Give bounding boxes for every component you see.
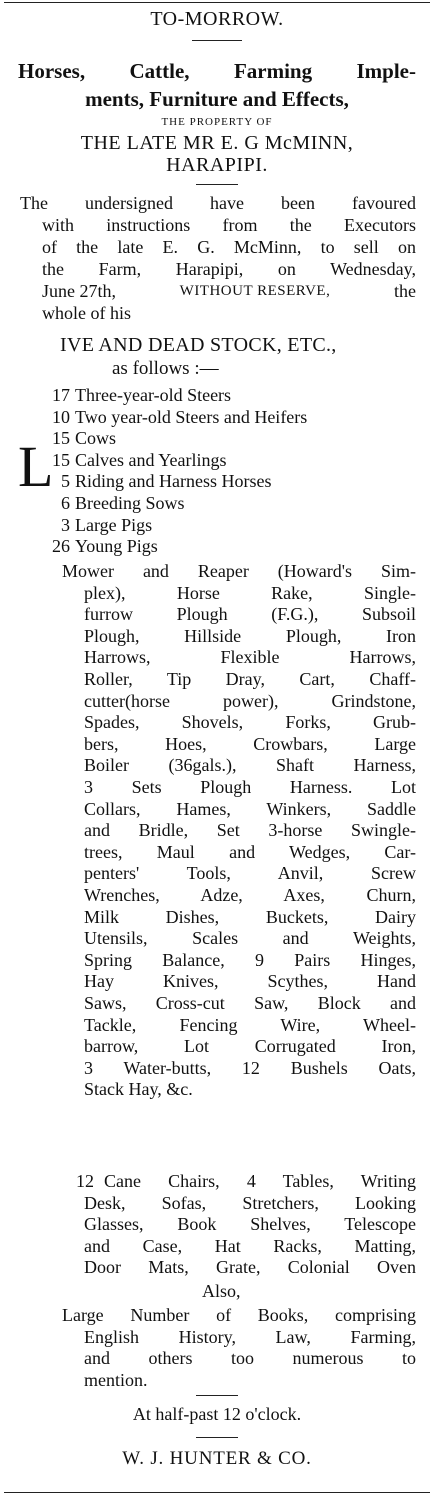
furniture-line: Glasses, Book Shelves, Telescope [84, 1214, 416, 1235]
livestock-item: Cows [75, 428, 117, 449]
sale-time: At half-past 12 o'clock. [132, 1404, 302, 1424]
implements-line: Mower and Reaper (Howard's Sim- [62, 561, 416, 581]
livestock-row [36, 449, 227, 471]
livestock-item: Calves and Yearlings [75, 449, 227, 470]
headline-line-1: Horses, Cattle, Farming Imple- [18, 59, 416, 83]
implements-line: and Bridle, Set 3-horse Swingle- [84, 820, 416, 841]
intro-line: of the late E. G. McMinn, to sell on [42, 237, 416, 257]
livestock-row [36, 470, 271, 492]
auctioneer-name: W. J. HUNTER & CO. [122, 1448, 312, 1469]
also-label: Also, [202, 1281, 241, 1301]
intro-word: the [394, 281, 416, 301]
intro-line: whole of his [42, 303, 131, 323]
intro-line-terms [42, 280, 416, 302]
livestock-item: Riding and Harness Horses [75, 471, 272, 492]
livestock-item: Two year-old Steers and Heifers [75, 406, 308, 427]
livestock-row [36, 514, 152, 536]
top-rule [4, 2, 430, 3]
implements-line: Spring Balance, 9 Pairs Hinges, [84, 949, 416, 970]
livestock-quantity: 17 [52, 385, 70, 405]
implements-line: 3 Water-butts, 12 Bushels Oats, [84, 1057, 416, 1078]
implements-line: Spades, Shovels, Forks, Grub- [84, 712, 416, 733]
headline-line-2: ments, Furniture and Effects, [85, 87, 349, 111]
furniture-quantity: 12 [76, 1171, 94, 1191]
livestock-row [36, 535, 158, 557]
livestock-row [36, 427, 116, 449]
furniture-line: Door Mats, Grate, Colonial Oven [84, 1257, 416, 1278]
implements-line: Wrenches, Adze, Axes, Churn, [84, 885, 416, 905]
implements-line: plex), Horse Rake, Single- [84, 582, 416, 603]
implements-line: penters' Tools, Anvil, Screw [84, 863, 416, 884]
furniture-line: and Case, Hat Racks, Matting, [84, 1235, 416, 1256]
livestock-quantity: 26 [52, 536, 70, 557]
livestock-row [36, 406, 307, 428]
livestock-row [36, 384, 231, 406]
implements-line: Milk Dishes, Buckets, Dairy [84, 906, 416, 927]
implements-line: cutter(horse power), Grindstone, [84, 690, 416, 711]
intro-line: The undersigned have been favoured [20, 193, 416, 213]
implements-line: Stack Hay, &c. [84, 1079, 193, 1100]
livestock-item: Breeding Sows [75, 493, 185, 513]
furniture-line: Cane Chairs, 4 Tables, Writing [104, 1171, 416, 1191]
livestock-item: Young Pigs [75, 536, 158, 557]
short-divider [196, 184, 238, 185]
sale-terms: WITHOUT RESERVE, [179, 283, 331, 299]
intro-line: with instructions from the Executors [42, 215, 416, 235]
implements-line: barrow, Lot Corrugated Iron, [84, 1036, 416, 1057]
livestock-row [36, 492, 185, 514]
implements-line: Utensils, Scales and Weights, [84, 928, 416, 949]
owner-name: THE LATE MR E. G McMINN, [80, 132, 354, 154]
livestock-quantity: 10 [52, 406, 70, 427]
livestock-quantity: 5 [61, 471, 70, 492]
implements-line: Boiler (36gals.), Shaft Harness, [84, 755, 416, 776]
livestock-quantity: 3 [61, 514, 70, 535]
implements-line: bers, Hoes, Crowbars, Large [84, 733, 416, 754]
short-divider [196, 1395, 238, 1396]
property-of-label: THE PROPERTY OF [161, 116, 273, 128]
livestock-quantity: 6 [61, 493, 70, 513]
implements-line: Collars, Hames, Winkers, Saddle [84, 798, 416, 819]
intro-line: the Farm, Harapipi, on Wednesday, [42, 259, 416, 279]
implements-line: Hay Knives, Scythes, Hand [84, 971, 416, 992]
livestock-item: Three-year-old Steers [75, 385, 232, 405]
livestock-quantity: 15 [52, 428, 70, 449]
implements-line: furrow Plough (F.G.), Subsoil [84, 604, 416, 625]
stock-heading: IVE AND DEAD STOCK, ETC., [60, 334, 337, 356]
livestock-item: Large Pigs [75, 514, 153, 535]
livestock-quantity: 15 [52, 449, 70, 470]
short-divider [192, 40, 242, 41]
implements-line: Roller, Tip Dray, Cart, Chaff- [84, 669, 416, 689]
implements-line: Plough, Hillside Plough, Iron [84, 625, 416, 646]
short-divider [196, 1437, 238, 1438]
implements-line: 3 Sets Plough Harness. Lot [84, 777, 416, 797]
books-line: mention. [84, 1369, 148, 1390]
drop-cap-letter: L [18, 434, 54, 499]
implements-line: Saws, Cross-cut Saw, Block and [84, 993, 416, 1013]
as-follows: as follows :— [112, 358, 219, 379]
bottom-rule [4, 1492, 430, 1493]
implements-line: Tackle, Fencing Wire, Wheel- [84, 1014, 416, 1035]
books-line: and others too numerous to [84, 1348, 416, 1369]
furniture-line: Desk, Sofas, Stretchers, Looking [84, 1192, 416, 1213]
implements-line: Harrows, Flexible Harrows, [84, 647, 416, 668]
implements-line: trees, Maul and Wedges, Car- [84, 841, 416, 862]
books-line: English History, Law, Farming, [84, 1326, 416, 1347]
place-name: HARAPIPI. [166, 154, 268, 176]
date-heading: TO-MORROW. [150, 8, 284, 30]
books-line: Large Number of Books, comprising [62, 1305, 416, 1325]
sale-date: June 27th, [42, 281, 116, 301]
